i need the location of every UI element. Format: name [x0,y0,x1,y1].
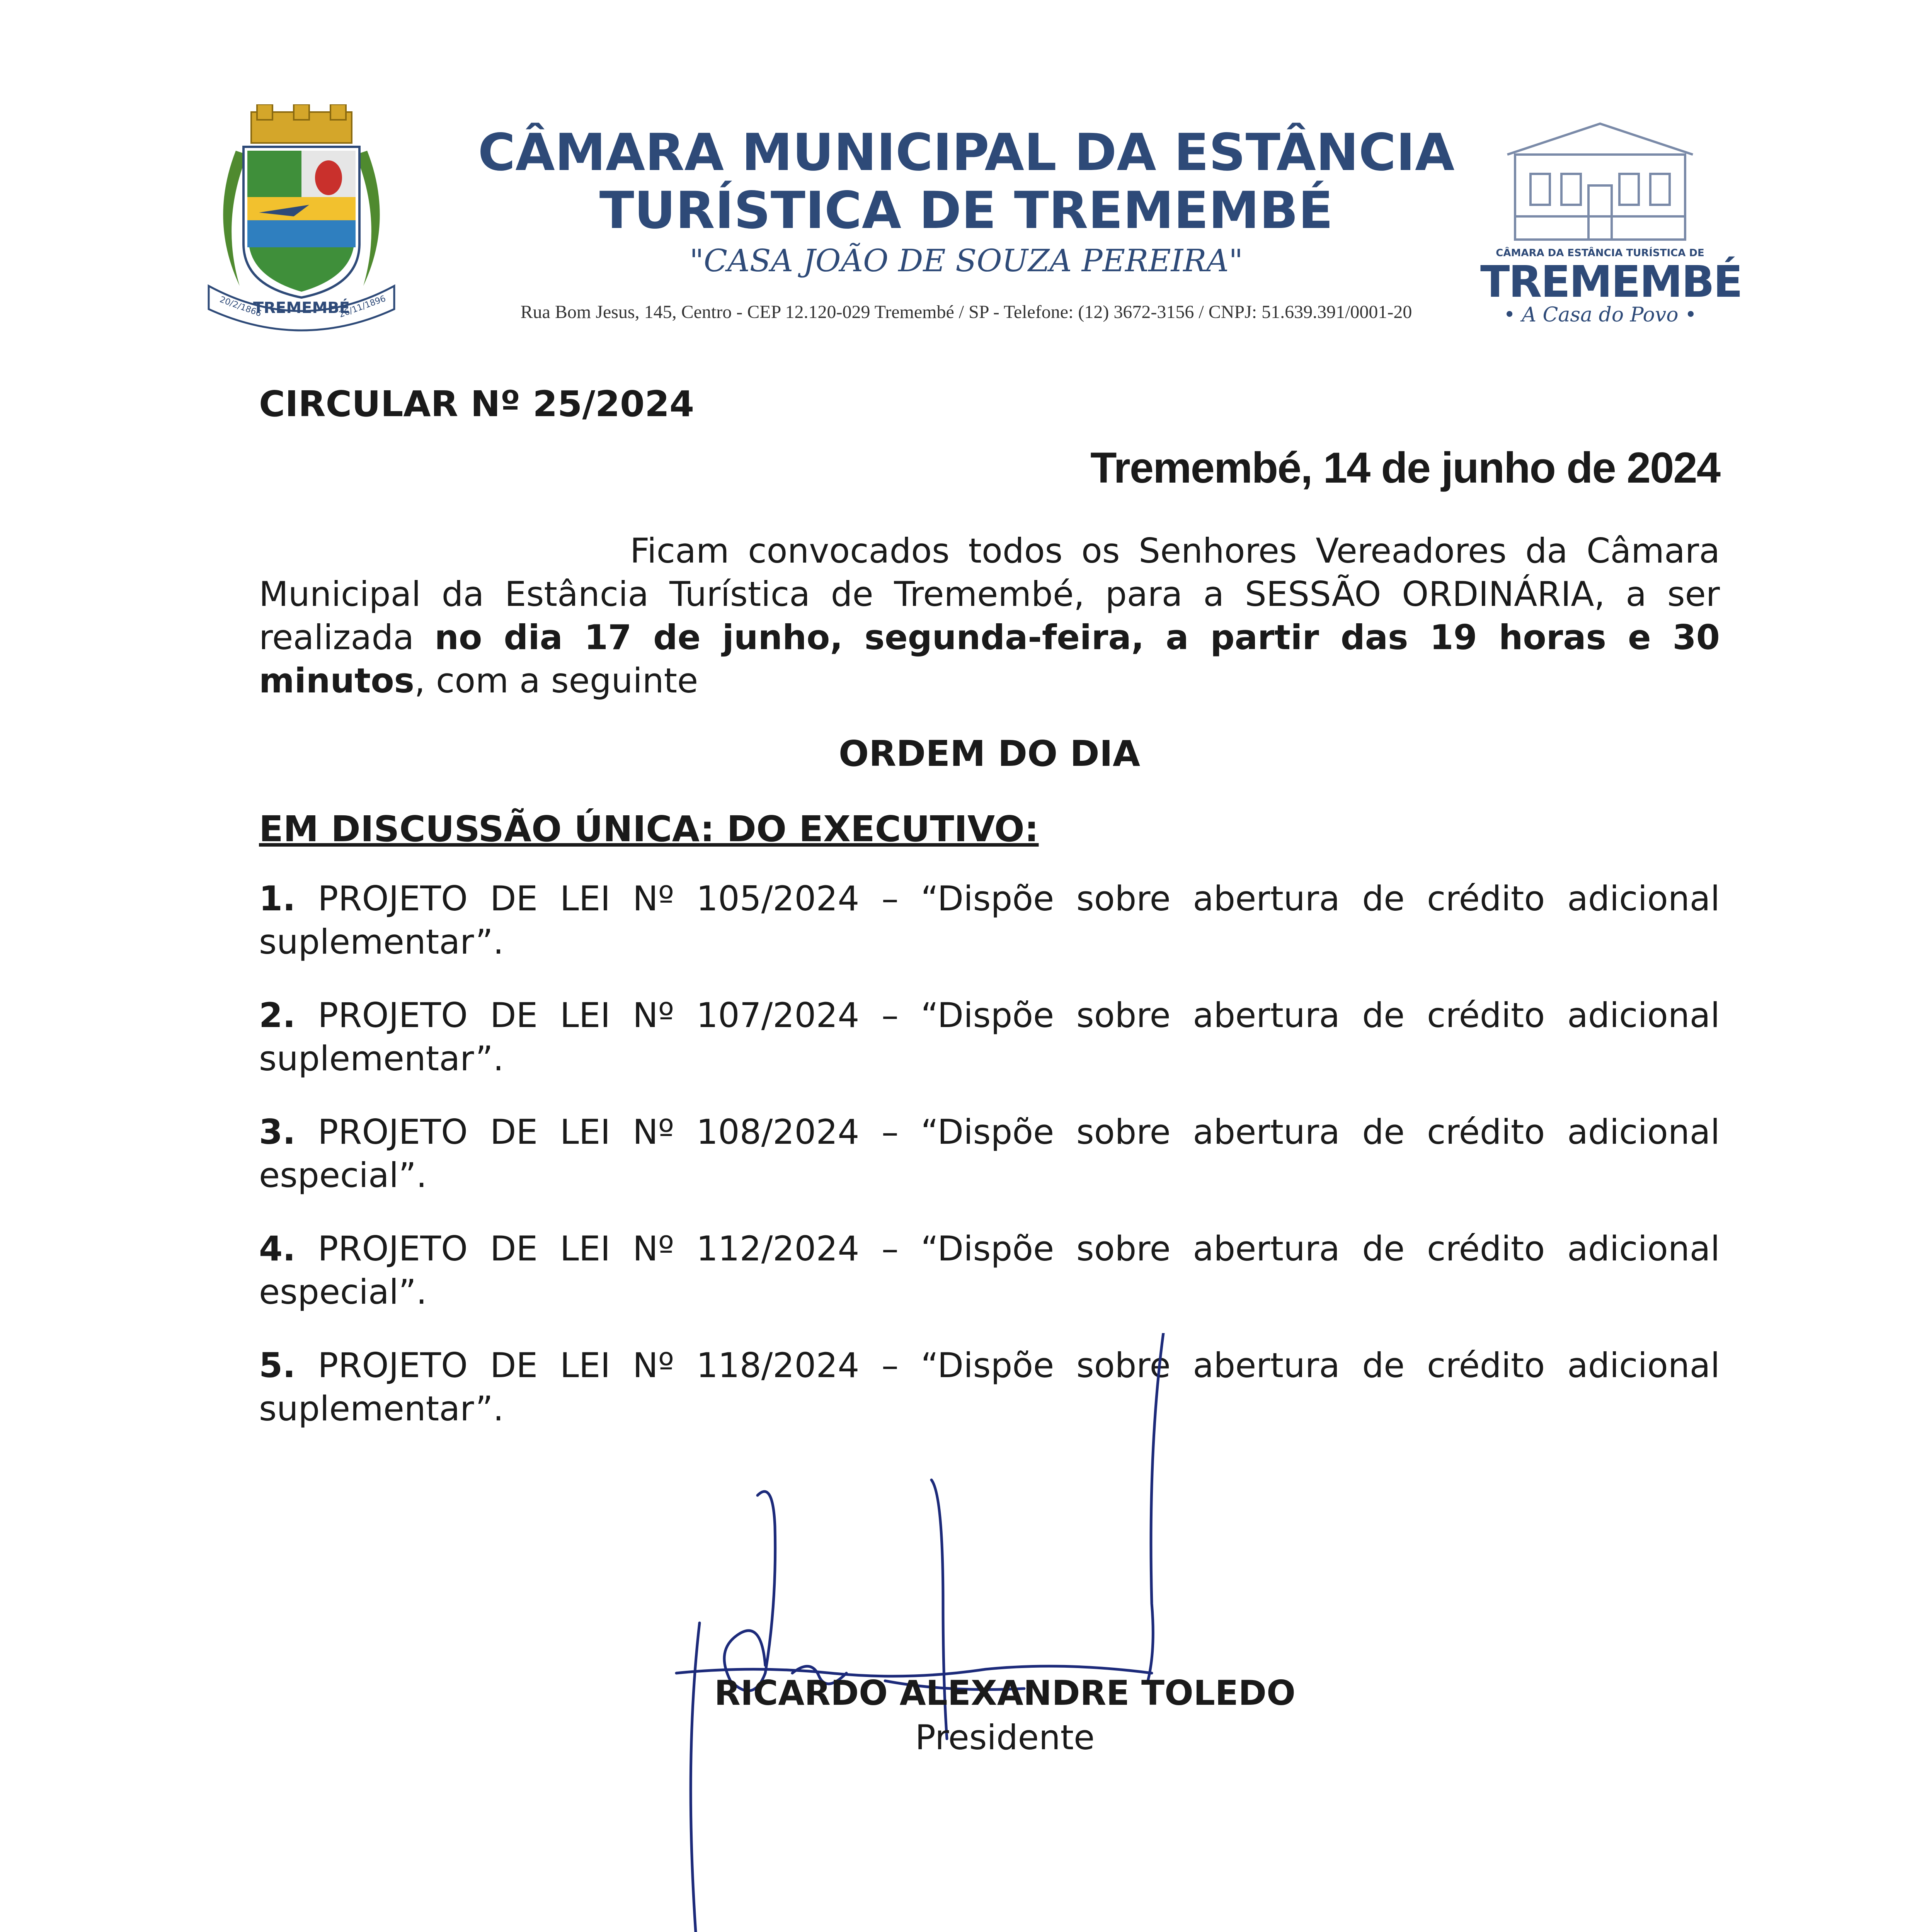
agenda-item-text: PROJETO DE LEI Nº 112/2024 – “Dispõe sobre abertura de crédito adicional especial”. [259,1229,1720,1312]
agenda-item [259,877,1720,964]
circular-number: CIRCULAR Nº 25/2024 [259,383,695,425]
right-logo-small-text: CÂMARA DA ESTÂNCIA TURÍSTICA DE [1496,247,1704,259]
agenda-item-text: PROJETO DE LEI Nº 118/2024 – “Dispõe sobre abertura de crédito adicional suplementar”. [259,1345,1720,1429]
camara-building-logo [1480,108,1742,332]
agenda-item-number: 1. [259,879,296,918]
agenda-item-number: 5. [259,1345,296,1385]
signer-name: RICARDO ALEXANDRE TOLEDO [714,1673,1296,1713]
agenda-item-number: 3. [259,1112,296,1152]
intro-text-bold: no dia 17 de junho, segunda-feira, a partir das 19 horas e 30 minutos [259,617,1720,701]
intro-text-part1: Ficam convocados todos os Senhores Vereadores da Câmara Municipal da Estância Turística de Tremembé, para a SESSÃO ORDINÁRIA, a ser realizada [259,531,1720,657]
right-logo-name: TREMEMBÉ [1480,257,1742,307]
agenda-item [259,1227,1720,1314]
header-title-line1: CÂMARA MUNICIPAL DA ESTÂNCIA [478,123,1455,182]
crest-date-left: 20/2/1866 [218,294,263,319]
crest-date-right: 26/11/1896 [337,294,387,320]
intro-paragraph [259,529,1720,702]
document-date: Tremembé, 14 de junho de 2024 [1090,444,1720,492]
header-title [425,124,1507,240]
municipal-crest-logo [193,104,410,336]
section-title: EM DISCUSSÃO ÚNICA: DO EXECUTIVO: [259,808,1039,850]
agenda-item-text: PROJETO DE LEI Nº 108/2024 – “Dispõe sobre abertura de crédito adicional especial”. [259,1112,1720,1195]
handwritten-signature [638,1333,1333,1932]
right-logo-tagline: • A Casa do Povo • [1503,303,1697,327]
header-address: Rua Bom Jesus, 145, Centro - CEP 12.120-029 Tremembé / SP - Telefone: (12) 3672-3156 / CNPJ: 51.639.391/0001-20 [520,302,1412,322]
agenda-item-text: PROJETO DE LEI Nº 105/2024 – “Dispõe sobre abertura de crédito adicional suplementar”. [259,879,1720,962]
header-title-line2: TURÍSTICA DE TREMEMBÉ [599,181,1333,240]
agenda-item [259,994,1720,1080]
header-subtitle: "CASA JOÃO DE SOUZA PEREIRA" [689,243,1243,279]
agenda-item-number: 4. [259,1229,296,1269]
agenda-item-number: 2. [259,995,296,1035]
building-icon [1480,108,1720,247]
signer-role: Presidente [915,1718,1095,1757]
intro-text-part2: , com a seguinte [414,661,698,701]
agenda-item-text: PROJETO DE LEI Nº 107/2024 – “Dispõe sobre abertura de crédito adicional suplementar”. [259,995,1720,1078]
order-of-the-day-title: ORDEM DO DIA [838,733,1141,774]
agenda-item [259,1111,1720,1197]
crest-ribbon-text: TREMEMBÉ [253,299,350,317]
